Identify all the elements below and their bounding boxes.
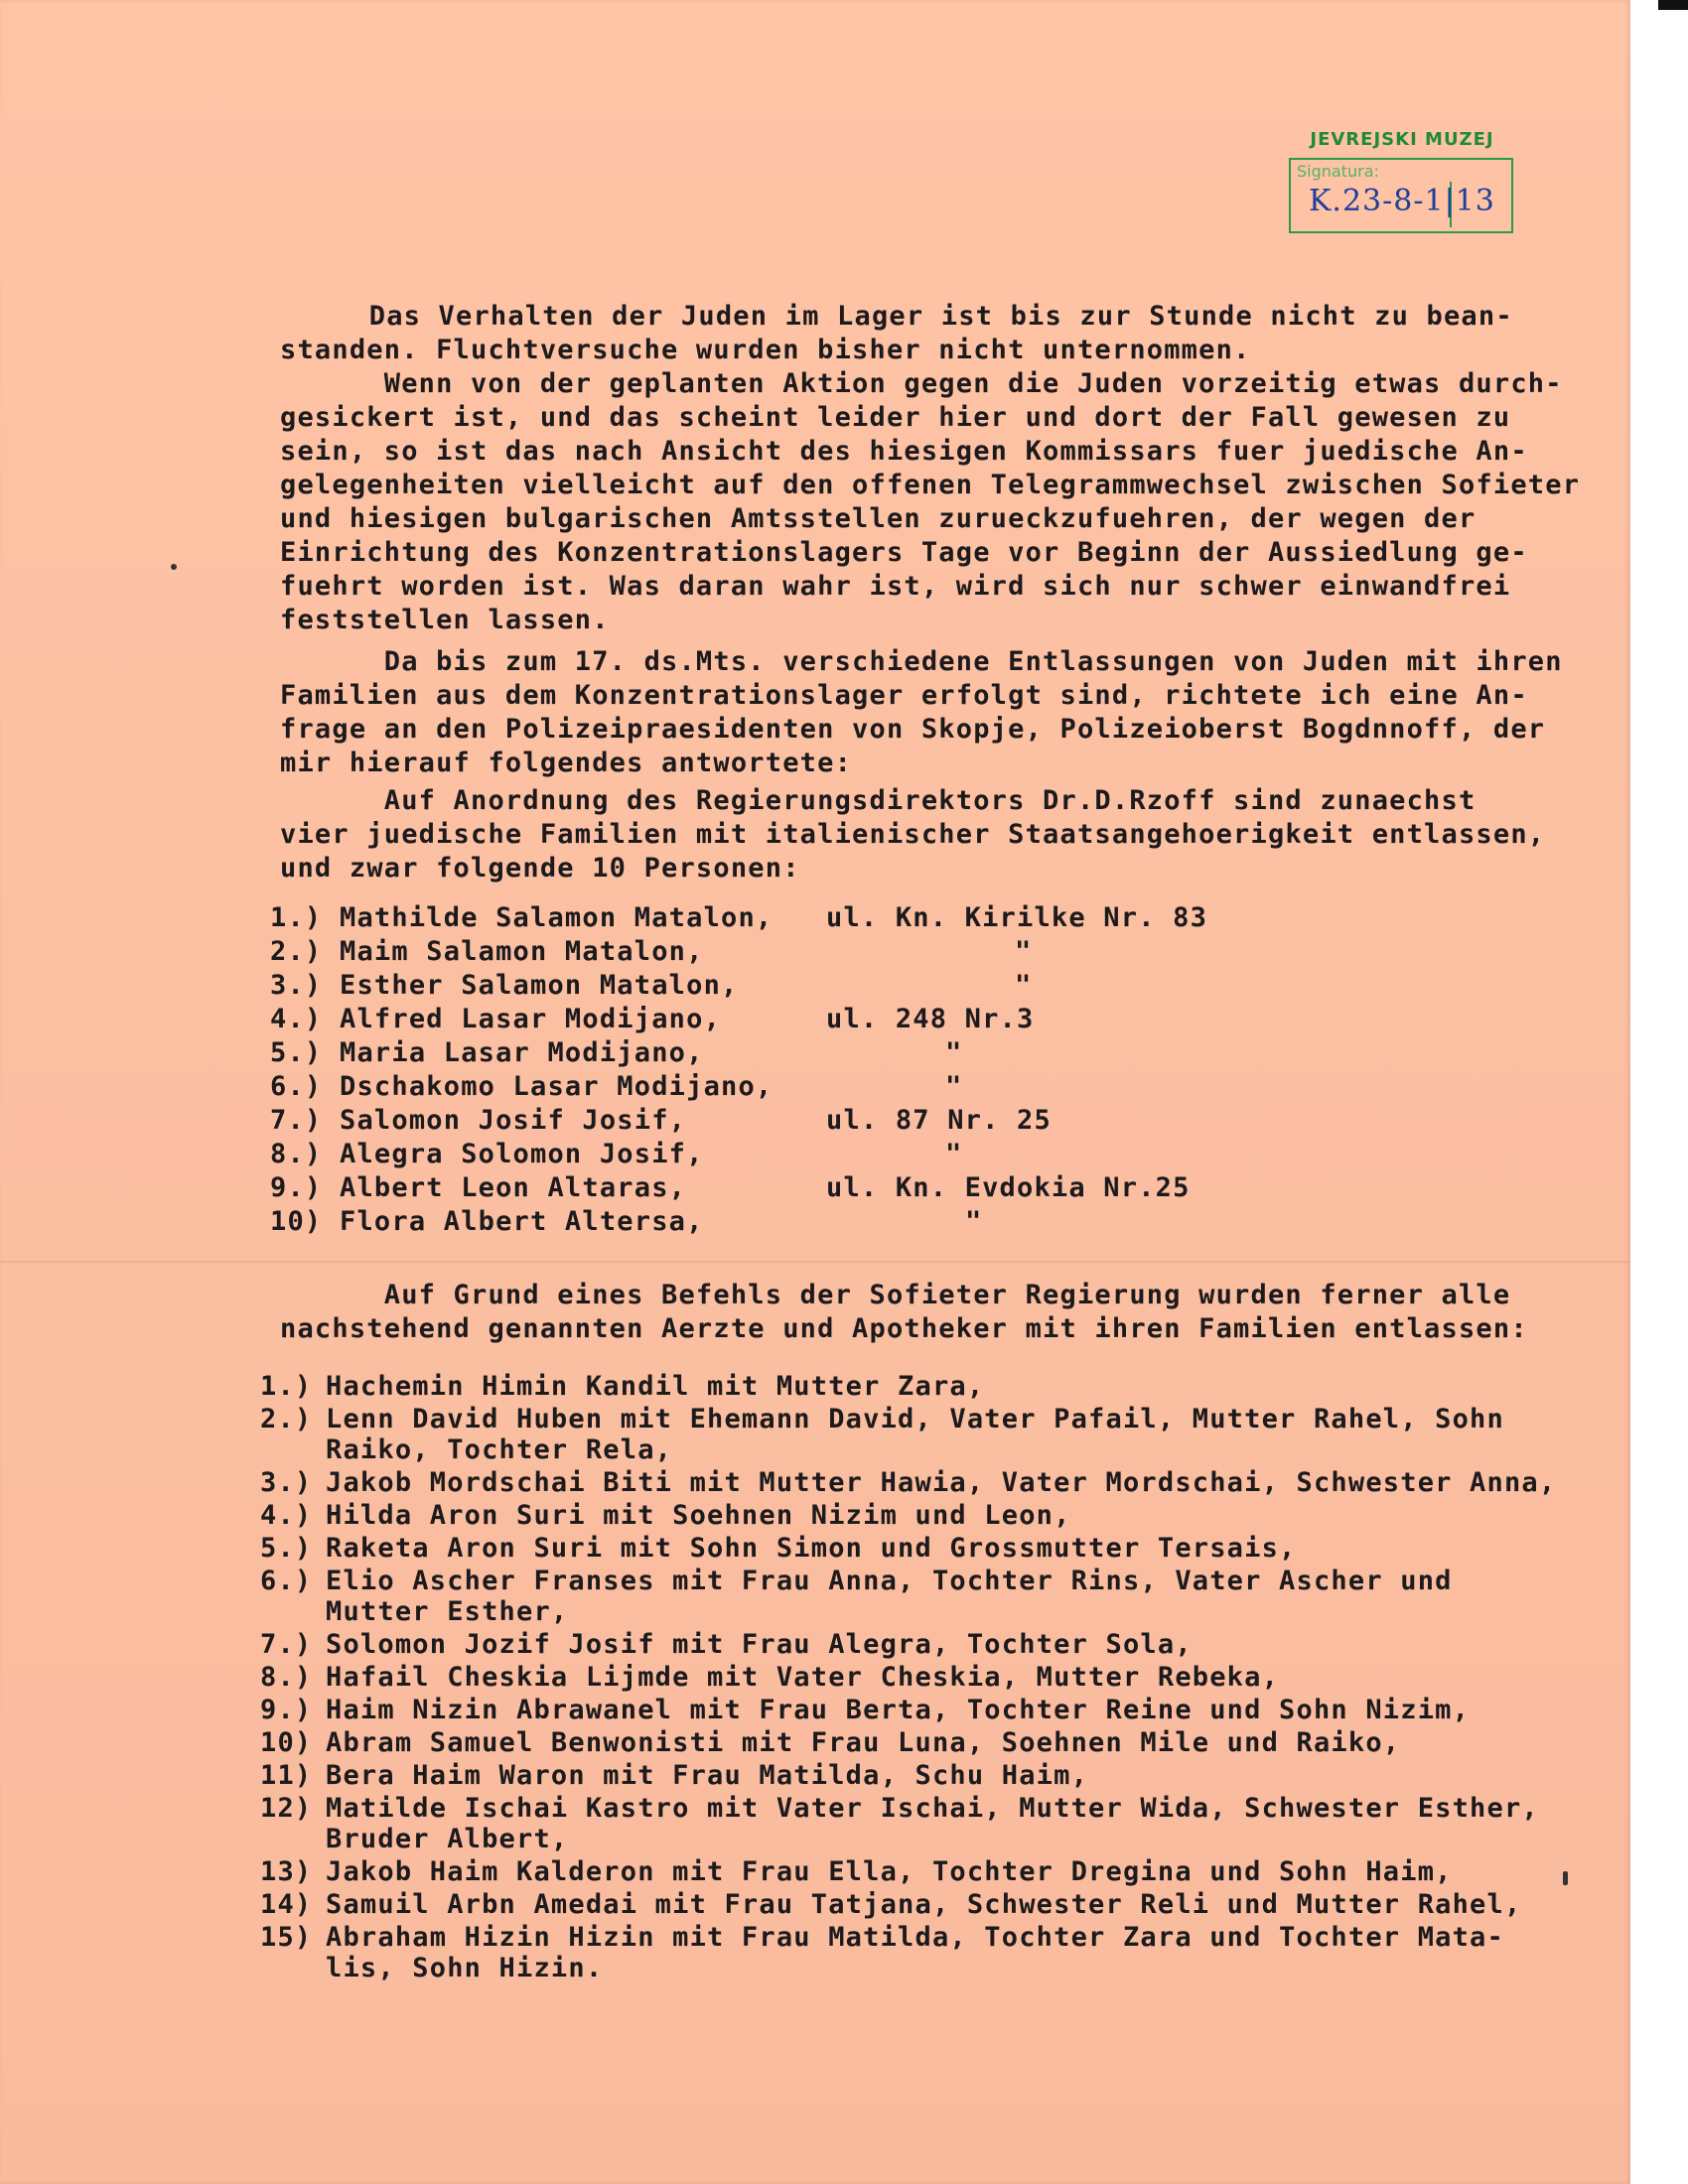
text-line: standen. Fluchtversuche wurden bisher nicht unternommen. — [280, 335, 1251, 365]
scan-edge-mark — [1658, 0, 1688, 10]
person-entry-line: Jakob Mordschai Biti mit Mutter Hawia, Vater Mordschai, Schwester Anna, — [326, 1467, 1557, 1498]
text-line: und hiesigen bulgarischen Amtsstellen zurueckzufuehren, der wegen der — [280, 503, 1477, 534]
person-name: Flora Albert Altersa, — [340, 1206, 704, 1237]
list-item — [270, 1104, 1263, 1137]
person-entry-line: Bera Haim Waron mit Frau Matilda, Schu Haim, — [326, 1760, 1089, 1791]
stamp-box — [1289, 158, 1513, 233]
text-line: Da bis zum 17. ds.Mts. verschiedene Entlassungen von Juden mit ihren — [280, 646, 1563, 677]
list-item — [260, 1661, 1551, 1694]
text-line: sein, so ist das nach Ansicht des hiesigen Kommissars fuer juedische An- — [280, 436, 1528, 467]
person-address: ul. Kn. Kirilke Nr. 83 — [826, 902, 1208, 933]
text-line: Auf Anordnung des Regierungsdirektors Dr.D.Rzoff sind zunaechst — [280, 785, 1477, 816]
list-number: 9.) — [270, 1172, 323, 1203]
person-entry-line: Elio Ascher Franses mit Frau Anna, Tochter Rins, Vater Ascher und — [326, 1566, 1453, 1596]
paragraph-2 — [280, 645, 1563, 780]
paper-fold — [0, 1261, 1630, 1263]
text-line: Wenn von der geplanten Aktion gegen die Juden vorzeitig etwas durch- — [280, 368, 1563, 399]
list-number: 8.) — [260, 1662, 313, 1693]
person-entry-line: Raketa Aron Suri mit Sohn Simon und Grossmutter Tersais, — [326, 1533, 1297, 1564]
list-item — [270, 935, 1263, 968]
person-entry-line: Lenn David Huben mit Ehemann David, Vater Pafail, Mutter Rahel, Sohn — [326, 1404, 1504, 1434]
list-number: 2.) — [270, 936, 323, 967]
person-entry-line: Abraham Hizin Hizin mit Frau Matilda, Tochter Zara und Tochter Mata- — [326, 1922, 1504, 1953]
text-line: Auf Grund eines Befehls der Sofieter Regierung wurden ferner alle — [280, 1280, 1511, 1310]
person-entry-line: Jakob Haim Kalderon mit Frau Ella, Tochter Dregina und Sohn Haim, — [326, 1856, 1453, 1887]
person-address: " — [945, 1037, 963, 1068]
person-entry-line: lis, Sohn Hizin. — [326, 1953, 604, 1983]
list-item — [260, 1888, 1551, 1921]
text-line: und zwar folgende 10 Personen: — [280, 853, 800, 884]
person-entry-line: Matilde Ischai Kastro mit Vater Ischai, Mutter Wida, Schwester Esther, — [326, 1793, 1539, 1824]
list-item — [270, 1036, 1263, 1069]
person-address: " — [965, 1206, 983, 1237]
person-entry-line: Haim Nizin Abrawanel mit Frau Berta, Tochter Reine und Sohn Nizim, — [326, 1695, 1471, 1725]
list-item — [270, 1070, 1263, 1103]
text-line: frage an den Polizeipraesidenten von Skopje, Polizeioberst Bogdnnoff, der — [280, 714, 1546, 745]
text-line: gelegenheiten vielleicht auf den offenen Telegrammwechsel zwischen Sofieter — [280, 470, 1581, 500]
person-name: Mathilde Salamon Matalon, — [340, 902, 774, 933]
text-line: gesickert ist, und das scheint leider hier und dort der Fall gewesen zu — [280, 402, 1511, 433]
ink-speck — [171, 564, 177, 570]
list-item — [270, 969, 1263, 1002]
person-name: Dschakomo Lasar Modijano, — [340, 1071, 774, 1102]
list-item — [260, 1403, 1551, 1468]
list-number: 8.) — [270, 1139, 323, 1169]
list-item — [260, 1532, 1551, 1565]
person-name: Esther Salamon Matalon, — [340, 970, 739, 1001]
ink-speck — [1563, 1871, 1568, 1885]
list-number: 6.) — [260, 1566, 313, 1596]
list-item — [270, 901, 1263, 934]
list-item — [260, 1759, 1551, 1792]
text-line: vier juedische Familien mit italienischer Staatsangehoerigkeit entlassen, — [280, 819, 1546, 850]
person-entry-line: Bruder Albert, — [326, 1824, 569, 1854]
list-number: 4.) — [260, 1500, 313, 1531]
list-item — [260, 1499, 1551, 1532]
person-name: Alegra Solomon Josif, — [340, 1139, 704, 1169]
list-number: 15) — [260, 1922, 313, 1953]
list-item — [260, 1694, 1551, 1726]
person-entry-line: Mutter Esther, — [326, 1596, 569, 1627]
stamp-label: Signatura: — [1297, 162, 1379, 181]
stamp-title: JEVREJSKI MUZEJ — [1310, 129, 1494, 150]
text-line: feststellen lassen. — [280, 605, 610, 635]
person-address: " — [945, 1139, 963, 1169]
list-item — [260, 1565, 1551, 1630]
list-item — [260, 1855, 1551, 1888]
text-line: mir hierauf folgendes antwortete: — [280, 748, 853, 778]
list-number: 14) — [260, 1889, 313, 1920]
text-line: nachstehend genannten Aerzte und Apotheker mit ihren Familien entlassen: — [280, 1313, 1528, 1344]
list-number: 1.) — [270, 902, 323, 933]
paragraph-4 — [280, 1279, 1528, 1346]
text-line: Einrichtung des Konzentrationslagers Tage vor Beginn der Aussiedlung ge- — [280, 537, 1528, 568]
list-number: 6.) — [270, 1071, 323, 1102]
list-number: 10) — [270, 1206, 323, 1237]
person-name: Maim Salamon Matalon, — [340, 936, 704, 967]
list-number: 7.) — [270, 1105, 323, 1136]
person-address: ul. 87 Nr. 25 — [826, 1105, 1052, 1136]
list-number: 11) — [260, 1760, 313, 1791]
person-entry-line: Abram Samuel Benwonisti mit Frau Luna, Soehnen Mile und Raiko, — [326, 1727, 1401, 1758]
list-item — [270, 1138, 1263, 1170]
person-name: Albert Leon Altaras, — [340, 1172, 687, 1203]
paragraph-3 — [280, 784, 1545, 886]
list-number: 7.) — [260, 1629, 313, 1660]
text-line: Familien aus dem Konzentrationslager erfolgt sind, richtete ich eine An- — [280, 680, 1528, 711]
person-entry-line: Hachemin Himin Kandil mit Mutter Zara, — [326, 1371, 985, 1402]
list-number: 9.) — [260, 1695, 313, 1725]
list-item — [260, 1921, 1551, 1986]
list-number: 3.) — [260, 1467, 313, 1498]
person-entry-line: Solomon Jozif Josif mit Frau Alegra, Tochter Sola, — [326, 1629, 1193, 1660]
list-item — [270, 1003, 1263, 1035]
list-item — [260, 1466, 1557, 1499]
person-address: ul. Kn. Evdokia Nr.25 — [826, 1172, 1191, 1203]
list-item — [260, 1370, 1551, 1403]
list-item — [260, 1628, 1551, 1661]
list-number: 2.) — [260, 1404, 313, 1434]
person-entry-line: Hilda Aron Suri mit Soehnen Nizim und Leon, — [326, 1500, 1071, 1531]
list-number: 12) — [260, 1793, 313, 1824]
list-number: 13) — [260, 1856, 313, 1887]
person-entry-line: Samuil Arbn Amedai mit Frau Tatjana, Schwester Reli und Mutter Rahel, — [326, 1889, 1522, 1920]
text-line: Das Verhalten der Juden im Lager ist bis zur Stunde nicht zu bean- — [265, 301, 1513, 332]
list-number: 3.) — [270, 970, 323, 1001]
list-item — [270, 1205, 1263, 1238]
list-item — [260, 1726, 1551, 1759]
person-address: ul. 248 Nr.3 — [826, 1004, 1035, 1034]
person-name: Alfred Lasar Modijano, — [340, 1004, 722, 1034]
list-number: 4.) — [270, 1004, 323, 1034]
list-number: 10) — [260, 1727, 313, 1758]
museum-stamp — [1289, 129, 1515, 233]
list-item — [260, 1792, 1551, 1857]
person-entry-line: Hafail Cheskia Lijmde mit Vater Cheskia, Mutter Rebeka, — [326, 1662, 1280, 1693]
person-entry-line: Raiko, Tochter Rela, — [326, 1434, 673, 1465]
text-line: fuehrt worden ist. Was daran wahr ist, wird sich nur schwer einwandfrei — [280, 571, 1511, 602]
list-number: 5.) — [270, 1037, 323, 1068]
person-address: " — [1015, 936, 1033, 967]
list-number: 1.) — [260, 1371, 313, 1402]
person-name: Salomon Josif Josif, — [340, 1105, 687, 1136]
person-name: Maria Lasar Modijano, — [340, 1037, 704, 1068]
list-item — [270, 1171, 1263, 1204]
stamp-signature: K.23-8-1|13 — [1309, 184, 1495, 218]
paragraph-1 — [265, 300, 1581, 637]
list-number: 5.) — [260, 1533, 313, 1564]
person-address: " — [1015, 970, 1033, 1001]
person-address: " — [945, 1071, 963, 1102]
